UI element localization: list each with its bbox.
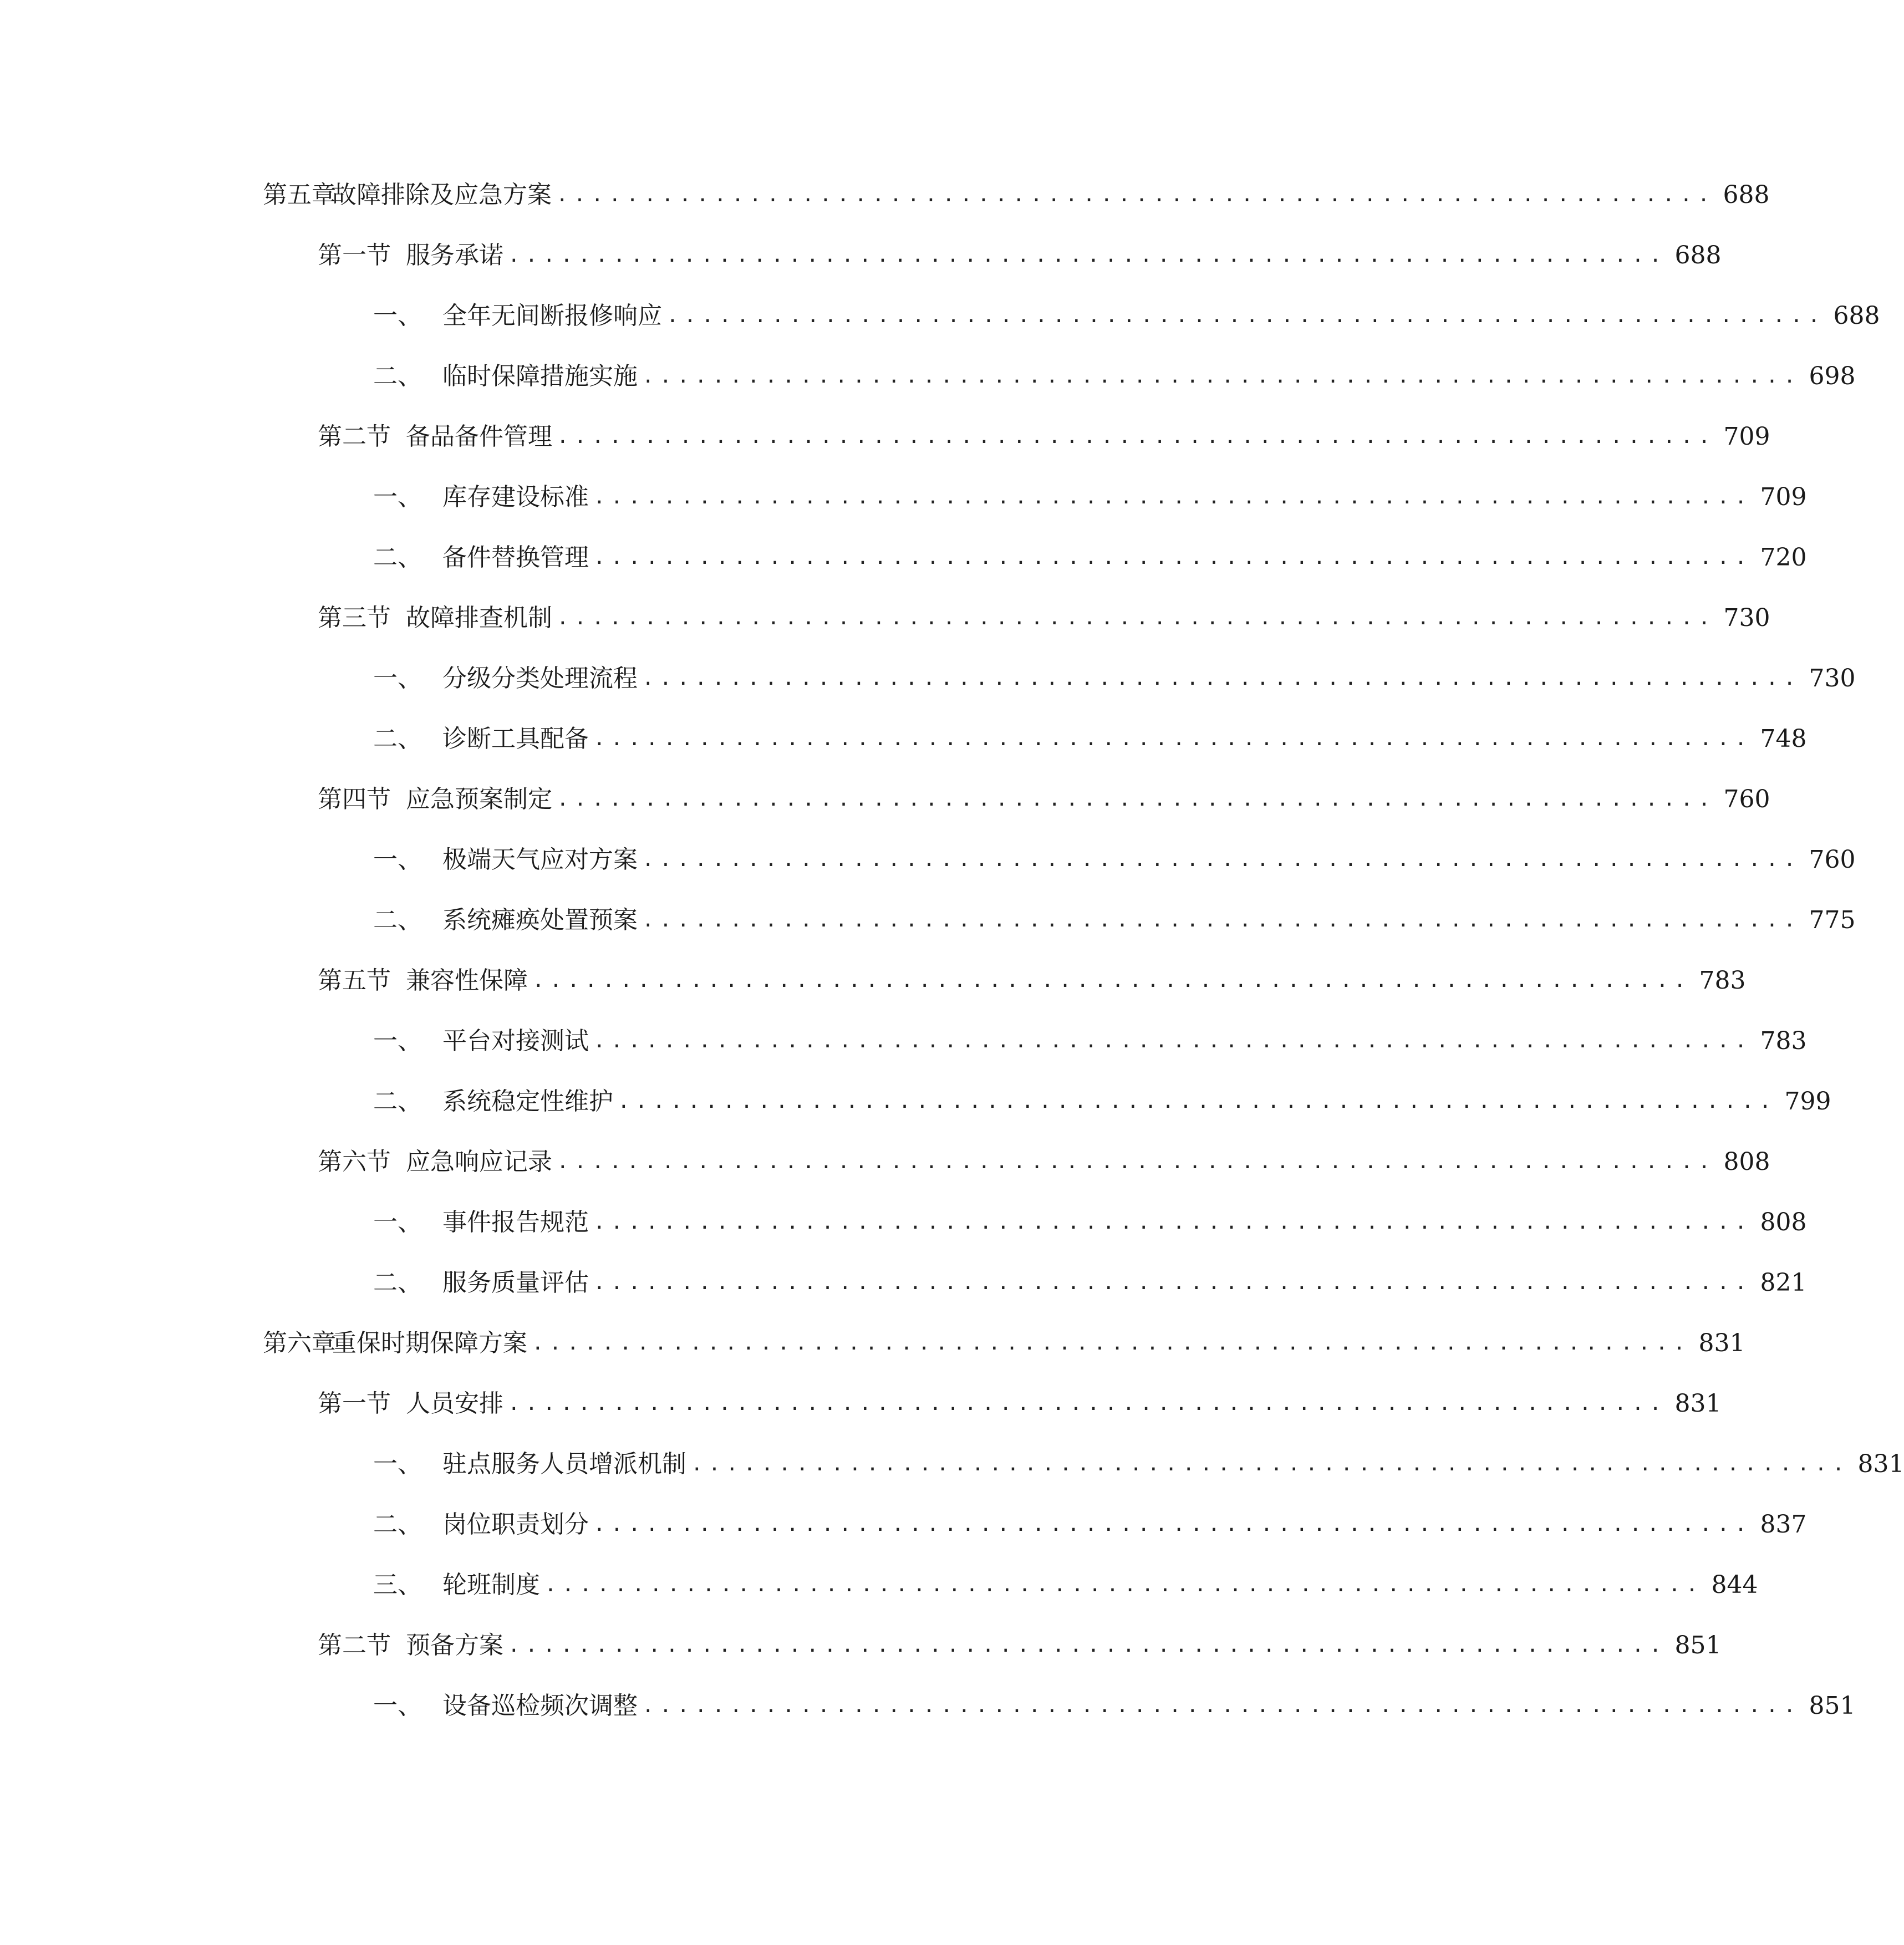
dot-leader: .................................................................. — [642, 365, 1801, 388]
dot-leader: .................................................................. — [642, 909, 1801, 931]
toc-entry-page: 720 — [1760, 543, 1807, 572]
toc-entry-page: 831 — [1857, 1450, 1904, 1478]
dot-leader: .................................................................. — [593, 1211, 1753, 1234]
dot-leader: .................................................................. — [691, 1453, 1850, 1475]
dot-leader: .................................................................. — [556, 184, 1715, 206]
toc-entry-subsection[interactable] — [373, 1566, 1758, 1605]
toc-entry-number: 第五节 — [318, 966, 391, 995]
dot-leader: .................................................................. — [642, 1694, 1801, 1717]
toc-entry-title: 轮班制度 — [442, 1571, 540, 1599]
toc-entry-title: 应急预案制定 — [406, 785, 552, 813]
dot-leader: .................................................................. — [642, 848, 1801, 871]
toc-entry-page: 783 — [1760, 1027, 1807, 1055]
toc-entry-number: 三、 — [373, 1571, 422, 1599]
toc-entry-number: 二、 — [373, 362, 422, 390]
toc-entry-title: 人员安排 — [406, 1389, 503, 1418]
dot-leader: .................................................................. — [557, 788, 1716, 811]
dot-leader: .................................................................. — [557, 607, 1716, 629]
toc-entry-page: 760 — [1809, 846, 1856, 874]
dot-leader: .................................................................. — [508, 1634, 1667, 1657]
toc-entry-number: 二、 — [373, 725, 422, 753]
toc-entry-title: 预备方案 — [406, 1631, 503, 1659]
dot-leader: .................................................................. — [593, 1030, 1753, 1052]
toc-entry-section[interactable] — [318, 1626, 1722, 1665]
toc-entry-title: 系统瘫痪处置预案 — [442, 906, 638, 934]
dot-leader: .................................................................. — [532, 1332, 1691, 1355]
dot-leader: .................................................................. — [593, 486, 1753, 508]
toc-entry-title: 备件替换管理 — [442, 543, 589, 572]
dot-leader: .................................................................. — [593, 727, 1753, 750]
toc-entry-title: 临时保障措施实施 — [442, 362, 638, 390]
toc-entry-page: 851 — [1674, 1631, 1722, 1659]
toc-entry-title: 服务承诺 — [406, 241, 503, 269]
toc-entry-number: 第四节 — [318, 785, 391, 813]
toc-entry-title: 极端天气应对方案 — [442, 846, 638, 874]
toc-entry-subsection[interactable] — [373, 1082, 1831, 1121]
toc-entry-section[interactable] — [318, 961, 1746, 1000]
toc-entry-number: 第六节 — [318, 1148, 391, 1176]
toc-entry-number: 一、 — [373, 1692, 422, 1720]
toc-entry-number: 一、 — [373, 664, 422, 693]
toc-entry-page: 844 — [1711, 1571, 1758, 1599]
toc-entry-title: 系统稳定性维护 — [442, 1087, 613, 1116]
dot-leader: .................................................................. — [593, 1271, 1753, 1294]
toc-entry-number: 二、 — [373, 1087, 422, 1116]
toc-entry-number: 第一节 — [318, 241, 391, 269]
toc-entry-subsection[interactable] — [373, 357, 1856, 396]
toc-entry-title: 应急响应记录 — [406, 1148, 552, 1176]
toc-entry-subsection[interactable] — [373, 478, 1807, 517]
toc-entry-subsection[interactable] — [373, 1445, 1904, 1484]
toc-entry-subsection[interactable] — [373, 1203, 1807, 1242]
toc-entry-page: 688 — [1833, 302, 1880, 330]
toc-entry-subsection[interactable] — [373, 297, 1880, 335]
toc-entry-title: 故障排除及应急方案 — [332, 181, 552, 209]
dot-leader: .................................................................. — [508, 244, 1667, 267]
dot-leader: .................................................................. — [544, 1574, 1704, 1596]
toc-entry-title: 库存建设标准 — [442, 483, 589, 511]
toc-entry-section[interactable] — [318, 599, 1770, 638]
toc-entry-title: 事件报告规范 — [442, 1208, 589, 1236]
toc-entry-section[interactable] — [318, 780, 1770, 819]
dot-leader: .................................................................. — [532, 969, 1692, 992]
toc-entry-chapter[interactable] — [263, 176, 1770, 215]
toc-entry-title: 设备巡检频次调整 — [442, 1692, 638, 1720]
toc-entry-title: 诊断工具配备 — [442, 725, 589, 753]
toc-entry-page: 831 — [1674, 1389, 1722, 1418]
dot-leader: .................................................................. — [508, 1392, 1667, 1415]
toc-entry-number: 一、 — [373, 302, 422, 330]
toc-entry-page: 775 — [1809, 906, 1856, 934]
toc-entry-number: 一、 — [373, 1450, 422, 1478]
toc-entry-number: 第三节 — [318, 604, 391, 632]
toc-entry-number: 一、 — [373, 846, 422, 874]
toc-entry-title: 分级分类处理流程 — [442, 664, 638, 693]
toc-entry-number: 第二节 — [318, 1631, 391, 1659]
toc-entry-page: 688 — [1674, 241, 1722, 269]
toc-entry-section[interactable] — [318, 1143, 1770, 1182]
toc-entry-number: 第一节 — [318, 1389, 391, 1418]
toc-entry-title: 备品备件管理 — [406, 422, 552, 451]
toc-entry-section[interactable] — [318, 417, 1770, 456]
toc-entry-number: 一、 — [373, 483, 422, 511]
dot-leader: .................................................................. — [557, 425, 1716, 448]
dot-leader: .................................................................. — [618, 1090, 1777, 1113]
toc-entry-section[interactable] — [318, 1384, 1722, 1423]
toc-entry-subsection[interactable] — [373, 901, 1856, 940]
toc-entry-title: 服务质量评估 — [442, 1269, 589, 1297]
toc-entry-title: 驻点服务人员增派机制 — [442, 1450, 686, 1478]
toc-entry-page: 760 — [1723, 785, 1770, 813]
toc-entry-subsection[interactable] — [373, 659, 1856, 698]
dot-leader: .................................................................. — [593, 1513, 1753, 1536]
toc-entry-page: 709 — [1723, 422, 1770, 451]
toc-entry-page: 730 — [1809, 664, 1856, 693]
dot-leader: .................................................................. — [557, 1150, 1716, 1173]
toc-entry-page: 821 — [1760, 1269, 1807, 1297]
toc-entry-number: 二、 — [373, 906, 422, 934]
toc-entry-number: 第二节 — [318, 422, 391, 451]
toc-entry-title: 平台对接测试 — [442, 1027, 589, 1055]
toc-entry-chapter[interactable] — [263, 1324, 1745, 1363]
toc-entry-page: 698 — [1809, 362, 1856, 390]
toc-entry-section[interactable] — [318, 236, 1722, 275]
toc-entry-page: 808 — [1723, 1148, 1770, 1176]
toc-entry-subsection[interactable] — [373, 1022, 1807, 1061]
toc-entry-number: 二、 — [373, 543, 422, 572]
dot-leader: .................................................................. — [666, 304, 1826, 327]
toc-entry-subsection[interactable] — [373, 1264, 1807, 1302]
toc-entry-number: 一、 — [373, 1027, 422, 1055]
toc-entry-page: 837 — [1760, 1510, 1807, 1539]
toc-entry-number: 二、 — [373, 1510, 422, 1539]
toc-entry-page: 851 — [1809, 1692, 1856, 1720]
toc-entry-number: 二、 — [373, 1269, 422, 1297]
toc-entry-page: 688 — [1723, 181, 1770, 209]
toc-entry-page: 799 — [1784, 1087, 1831, 1116]
dot-leader: .................................................................. — [642, 667, 1801, 690]
toc-entry-title: 重保时期保障方案 — [332, 1329, 527, 1357]
toc-entry-page: 748 — [1760, 725, 1807, 753]
toc-entry-title: 兼容性保障 — [406, 966, 528, 995]
toc-entry-subsection[interactable] — [373, 841, 1856, 879]
toc-entry-page: 709 — [1760, 483, 1807, 511]
toc-entry-subsection[interactable] — [373, 720, 1807, 758]
toc-entry-subsection[interactable] — [373, 1687, 1856, 1725]
dot-leader: .................................................................. — [593, 546, 1753, 569]
toc-entry-number: 第五章 — [263, 181, 336, 209]
toc-entry-subsection[interactable] — [373, 538, 1807, 577]
toc-entry-subsection[interactable] — [373, 1505, 1807, 1544]
toc-entry-page: 730 — [1723, 604, 1770, 632]
toc-entry-title: 故障排查机制 — [406, 604, 552, 632]
toc-entry-page: 783 — [1699, 966, 1746, 995]
toc-entry-page: 831 — [1698, 1329, 1745, 1357]
toc-entry-number: 第六章 — [263, 1329, 336, 1357]
toc-entry-page: 808 — [1760, 1208, 1807, 1236]
toc-entry-number: 一、 — [373, 1208, 422, 1236]
toc-entry-title: 全年无间断报修响应 — [442, 302, 662, 330]
toc-entry-title: 岗位职责划分 — [442, 1510, 589, 1539]
